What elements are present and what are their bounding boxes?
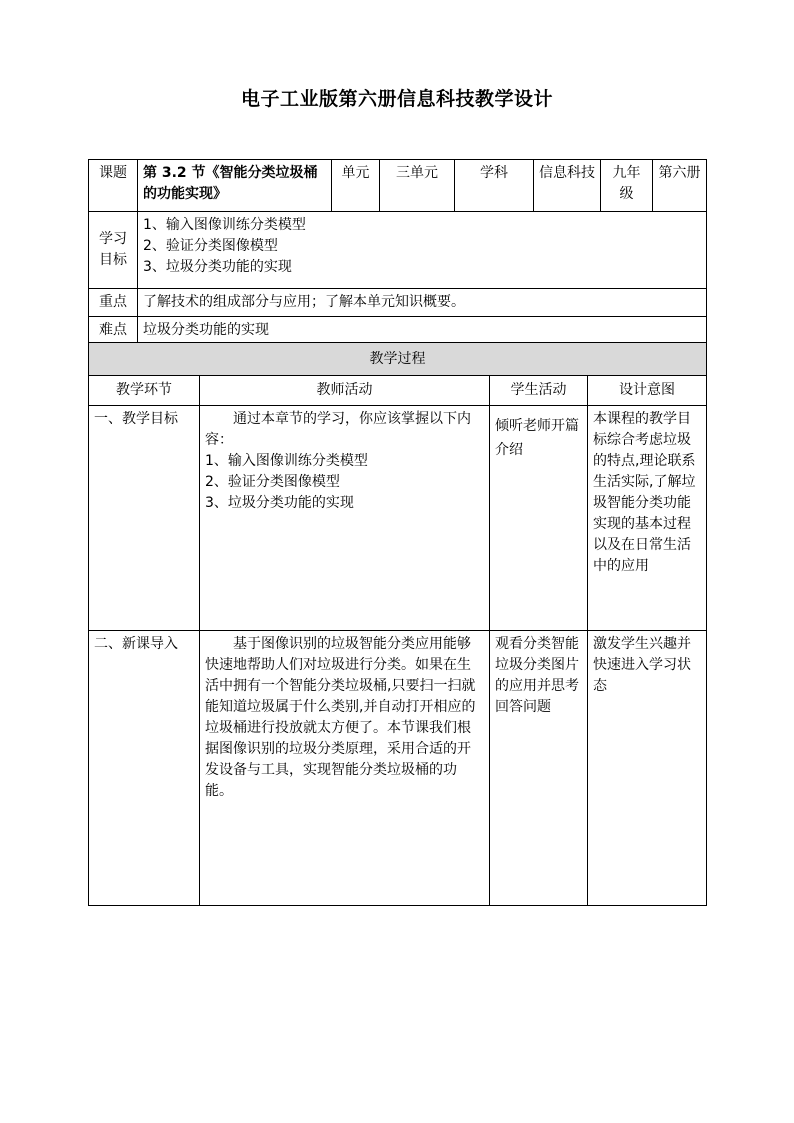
teacher-item: 3、垃圾分类功能的实现 <box>205 495 354 511</box>
teacher-intro: 通过本章节的学习，你应该掌握以下内容： <box>205 411 471 448</box>
goals-label: 学习目标 <box>89 212 138 289</box>
lesson-label: 课题 <box>89 160 138 212</box>
column-header-student: 学生活动 <box>490 376 588 406</box>
process-heading: 教学过程 <box>89 343 707 376</box>
table-row <box>89 406 707 631</box>
book-value: 第六册 <box>653 160 707 212</box>
table-row <box>89 631 707 906</box>
column-header-teacher: 教师活动 <box>200 376 490 406</box>
column-header-stage: 教学环节 <box>89 376 200 406</box>
goal-item: 3、垃圾分类功能的实现 <box>143 259 292 275</box>
unit-label: 单元 <box>332 160 380 212</box>
goals-list <box>138 212 707 289</box>
stage-cell: 一、教学目标 <box>89 406 200 631</box>
subject-value: 信息科技 <box>534 160 601 212</box>
stage-cell: 二、新课导入 <box>89 631 200 906</box>
design-intent-cell: 激发学生兴趣并快速进入学习状态 <box>588 631 707 906</box>
design-intent-cell: 本课程的教学目标综合考虑垃圾的特点,理论联系生活实际,了解垃圾智能分类功能实现的基本过程以及在日常生活中的应用 <box>588 406 707 631</box>
difficulty-value: 垃圾分类功能的实现 <box>138 317 707 345</box>
teacher-activity-cell <box>200 406 490 631</box>
page-title: 电子工业版第六册信息科技教学设计 <box>240 88 553 110</box>
goal-item: 2、验证分类图像模型 <box>143 238 278 254</box>
subject-label: 学科 <box>455 160 534 212</box>
focus-value: 了解技术的组成部分与应用；了解本单元知识概要。 <box>138 289 707 317</box>
focus-label: 重点 <box>89 289 138 317</box>
teaching-process-table <box>88 342 707 906</box>
teacher-activity-cell <box>200 631 490 906</box>
difficulty-label: 难点 <box>89 317 138 345</box>
student-activity-cell: 倾听老师开篇介绍 <box>490 406 588 631</box>
lesson-info-table <box>88 159 707 345</box>
column-header-intent: 设计意图 <box>588 376 707 406</box>
student-activity-cell: 观看分类智能垃圾分类图片的应用并思考回答问题 <box>490 631 588 906</box>
goal-item: 1、输入图像训练分类模型 <box>143 217 306 233</box>
lesson-value: 第 3.2 节《智能分类垃圾桶的功能实现》 <box>138 160 332 212</box>
unit-value: 三单元 <box>380 160 455 212</box>
teacher-item: 2、验证分类图像模型 <box>205 474 340 490</box>
teacher-intro: 基于图像识别的垃圾智能分类应用能够快速地帮助人们对垃圾进行分类。如果在生活中拥有一个智能分类垃圾桶,只要扫一扫就能知道垃圾属于什么类别,并自动打开相应的垃圾桶进行投放就太方便了。本节课我们根据图像识别的垃圾分类原理，采用合适的开发设备与工具，实现智能分类垃圾桶的功能。 <box>205 636 476 799</box>
grade-value: 九年级 <box>601 160 653 212</box>
teacher-item: 1、输入图像训练分类模型 <box>205 453 368 469</box>
